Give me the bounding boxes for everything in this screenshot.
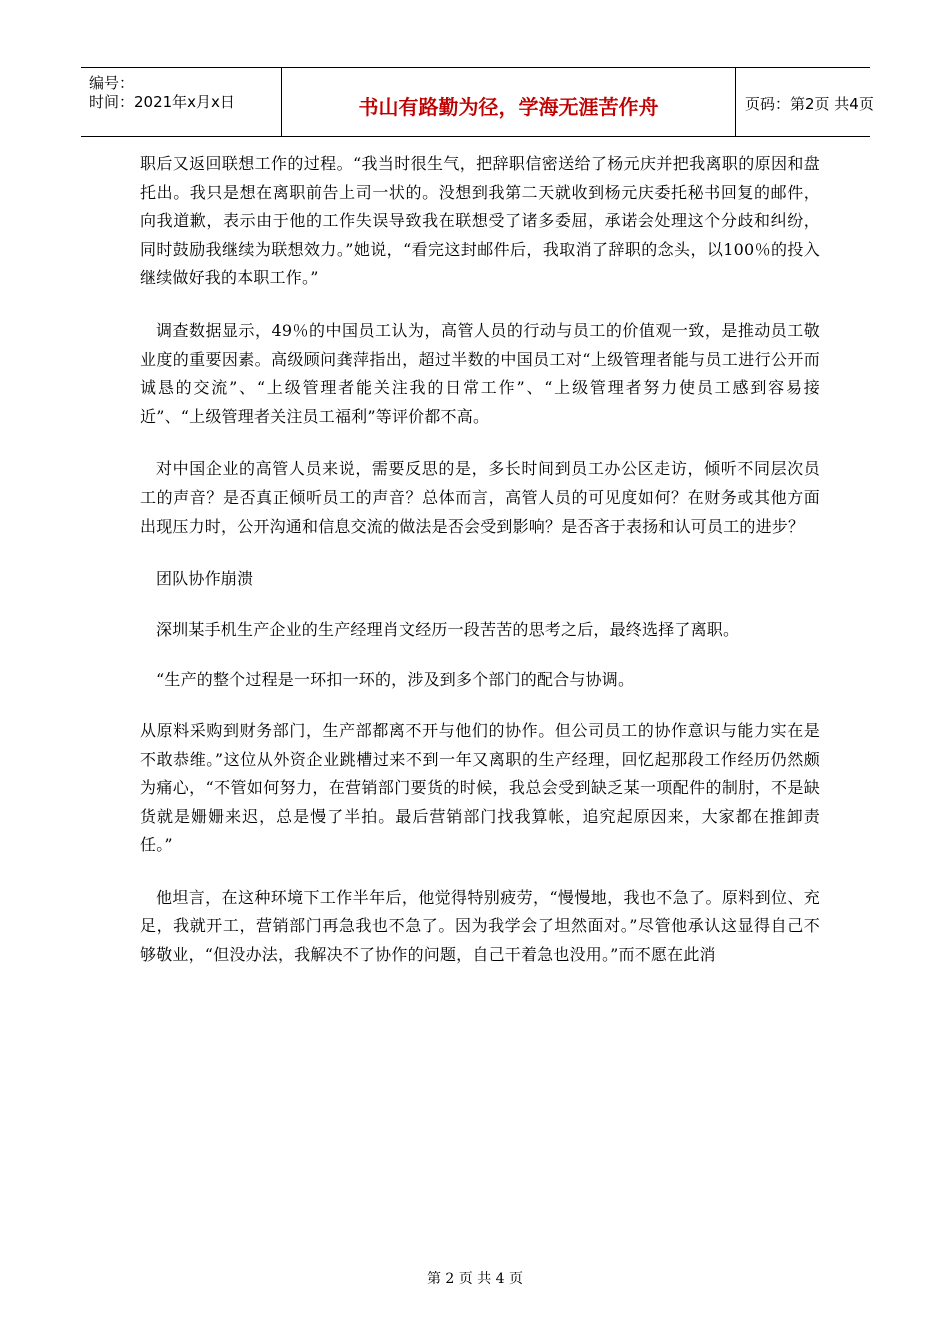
header-page-cell <box>736 68 874 136</box>
document-header <box>81 67 874 137</box>
date-label: 时间：2021年x月x日 <box>89 93 235 111</box>
paragraph: 他坦言，在这种环境下工作半年后，他觉得特别疲劳，“慢慢地，我也不急了。原料到位、充足，我就开工，营销部门再急我也不急了。因为我学会了坦然面对。”尽管他承认这显得自己不够敬业，“但没办法，我解决不了协作的问题，自己干着急也没用。”而不愿在此消 <box>140 887 820 965</box>
header-motto-cell <box>282 68 736 136</box>
paragraph: “生产的整个过程是一环扣一环的，涉及到多个部门的配合与协调。 <box>156 670 635 690</box>
paragraph: 职后又返回联想工作的过程。“我当时很生气，把辞职信密送给了杨元庆并把我离职的原因和盘托出。我只是想在离职前告上司一状的。没想到我第二天就收到杨元庆委托秘书回复的邮件，向我道歉，表示由于他的工作失误导致我在联想受了诸多委屈，承诺会处理这个分歧和纠纷，同时鼓励我继续为联想效力。”她说，“看完这封邮件后，我取消了辞职的念头，以100％的投入继续做好我的本职工作。” <box>140 154 820 288</box>
header-meta-cell <box>81 68 282 136</box>
paragraph: 调查数据显示，49％的中国员工认为，高管人员的行动与员工的价值观一致，是推动员工敬业度的重要因素。高级顾问龚萍指出，超过半数的中国员工对“上级管理者能与员工进行公开而诚恳的交流”、“上级管理者能关注我的日常工作”、“上级管理者努力使员工感到容易接近”、“上级管理者关注员工福利”等评价都不高。 <box>140 320 820 426</box>
paragraph: 对中国企业的高管人员来说，需要反思的是，多长时间到员工办公区走访，倾听不同层次员工的声音？是否真正倾听员工的声音？总体而言，高管人员的可见度如何？在财务或其他方面出现压力时，公开沟通和信息交流的做法是否会受到影响？是否吝于表扬和认可员工的进步？ <box>140 459 820 536</box>
motto-text: 书山有路勤为径，学海无涯苦作舟 <box>358 95 659 119</box>
number-label: 编号： <box>89 74 135 92</box>
page-info: 页码：第2页 共4页 <box>745 95 874 113</box>
paragraph: 深圳某手机生产企业的生产经理肖文经历一段苦苦的思考之后，最终选择了离职。 <box>156 619 740 639</box>
paragraph: 从原料采购到财务部门，生产部都离不开与他们的协作。但公司员工的协作意识与能力实在是不敢恭维。”这位从外资企业跳槽过来不到一年又离职的生产经理，回忆起那段工作经历仍然颇为痛心，“不管如何努力，在营销部门要货的时候，我总会受到缺乏某一项配件的制肘，不是缺货就是姗姗来迟，总是慢了半拍。最后营销部门找我算帐，追究起原因来，大家都在推卸责任。” <box>140 720 820 855</box>
page-footer: 第 2 页 共 4 页 <box>426 1271 524 1287</box>
section-heading: 团队协作崩溃 <box>156 569 254 589</box>
document-body <box>140 150 820 970</box>
